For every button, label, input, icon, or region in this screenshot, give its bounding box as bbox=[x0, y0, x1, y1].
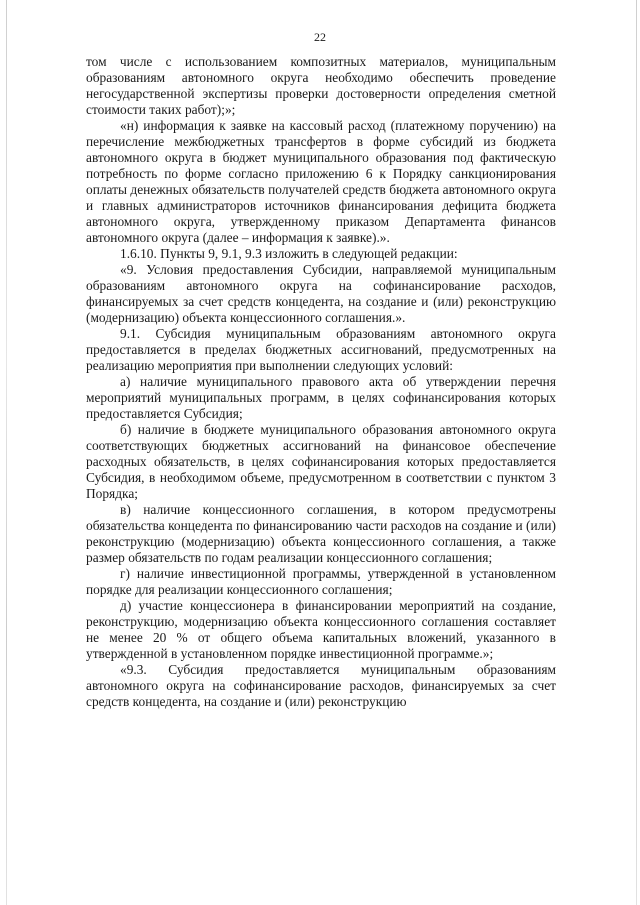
paragraph: «н) информация к заявке на кассовый расход (платежному поручению) на перечисление межбюджетных трансфертов в форме субсидий из бюджета автономного округа в бюджет муниципального образования под фактическую потребность по форме согласно приложению 6 к Порядку санкционирования оплаты денежных обязательств получателей средств бюджета автономного округа и главных администраторов источников финансирования дефицита бюджета автономного округа, утвержденному приказом Департамента финансов автономного округа (далее – информация к заявке).». bbox=[86, 118, 556, 245]
paragraph: «9. Условия предоставления Субсидии, направляемой муниципальным образованиям автономного округа на софинансирование расходов, финансируемых за счет средств концедента, на создание и (или) реконструкцию (модернизацию) объекта концессионного соглашения.». bbox=[86, 262, 556, 325]
paragraph: том числе с использованием композитных материалов, муниципальным образованиям автономного округа необходимо обеспечить проведение негосударственной экспертизы проверки достоверности определения сметной стоимости таких работ);»; bbox=[86, 54, 556, 117]
scan-edge-left bbox=[6, 0, 7, 905]
paragraph: д) участие концессионера в финансировании мероприятий на создание, реконструкцию, модернизацию объекта концессионного соглашения составляет не менее 20 % от общего объема капитальных вложений, указанного в утвержденной в установленном порядке инвестиционной программе.»; bbox=[86, 598, 556, 661]
paragraph: «9.3. Субсидия предоставляется муниципальным образованиям автономного округа на софинансирование расходов, финансируемых за счет средств концедента, на создание и (или) реконструкцию bbox=[86, 662, 556, 709]
paragraph: а) наличие муниципального правового акта об утверждении перечня мероприятий муниципальных программ, в целях софинансирования которых предоставляется Субсидия; bbox=[86, 374, 556, 421]
scan-edge-right bbox=[636, 0, 637, 905]
paragraph: г) наличие инвестиционной программы, утвержденной в установленном порядке для реализации концессионного соглашения; bbox=[86, 566, 556, 597]
document-body bbox=[86, 54, 556, 710]
page-number: 22 bbox=[314, 30, 326, 44]
paragraph: б) наличие в бюджете муниципального образования автономного округа соответствующих бюджетных ассигнований на финансовое обеспечение расходных обязательств, в целях софинансирования которых предоставляется Субсидия, в необходимом объеме, предусмотренном в соответствии с пунктом 3 Порядка; bbox=[86, 422, 556, 501]
paragraph: 1.6.10. Пункты 9, 9.1, 9.3 изложить в следующей редакции: bbox=[120, 246, 458, 261]
paragraph: в) наличие концессионного соглашения, в котором предусмотрены обязательства концедента по финансированию части расходов на создание и (или) реконструкцию (модернизацию) объекта концессионного соглашения, а также размер обязательств по годам реализации концессионного соглашения; bbox=[86, 502, 556, 565]
paragraph: 9.1. Субсидия муниципальным образованиям автономного округа предоставляется в пределах бюджетных ассигнований, предусмотренных на реализацию мероприятия при выполнении следующих условий: bbox=[86, 326, 556, 373]
